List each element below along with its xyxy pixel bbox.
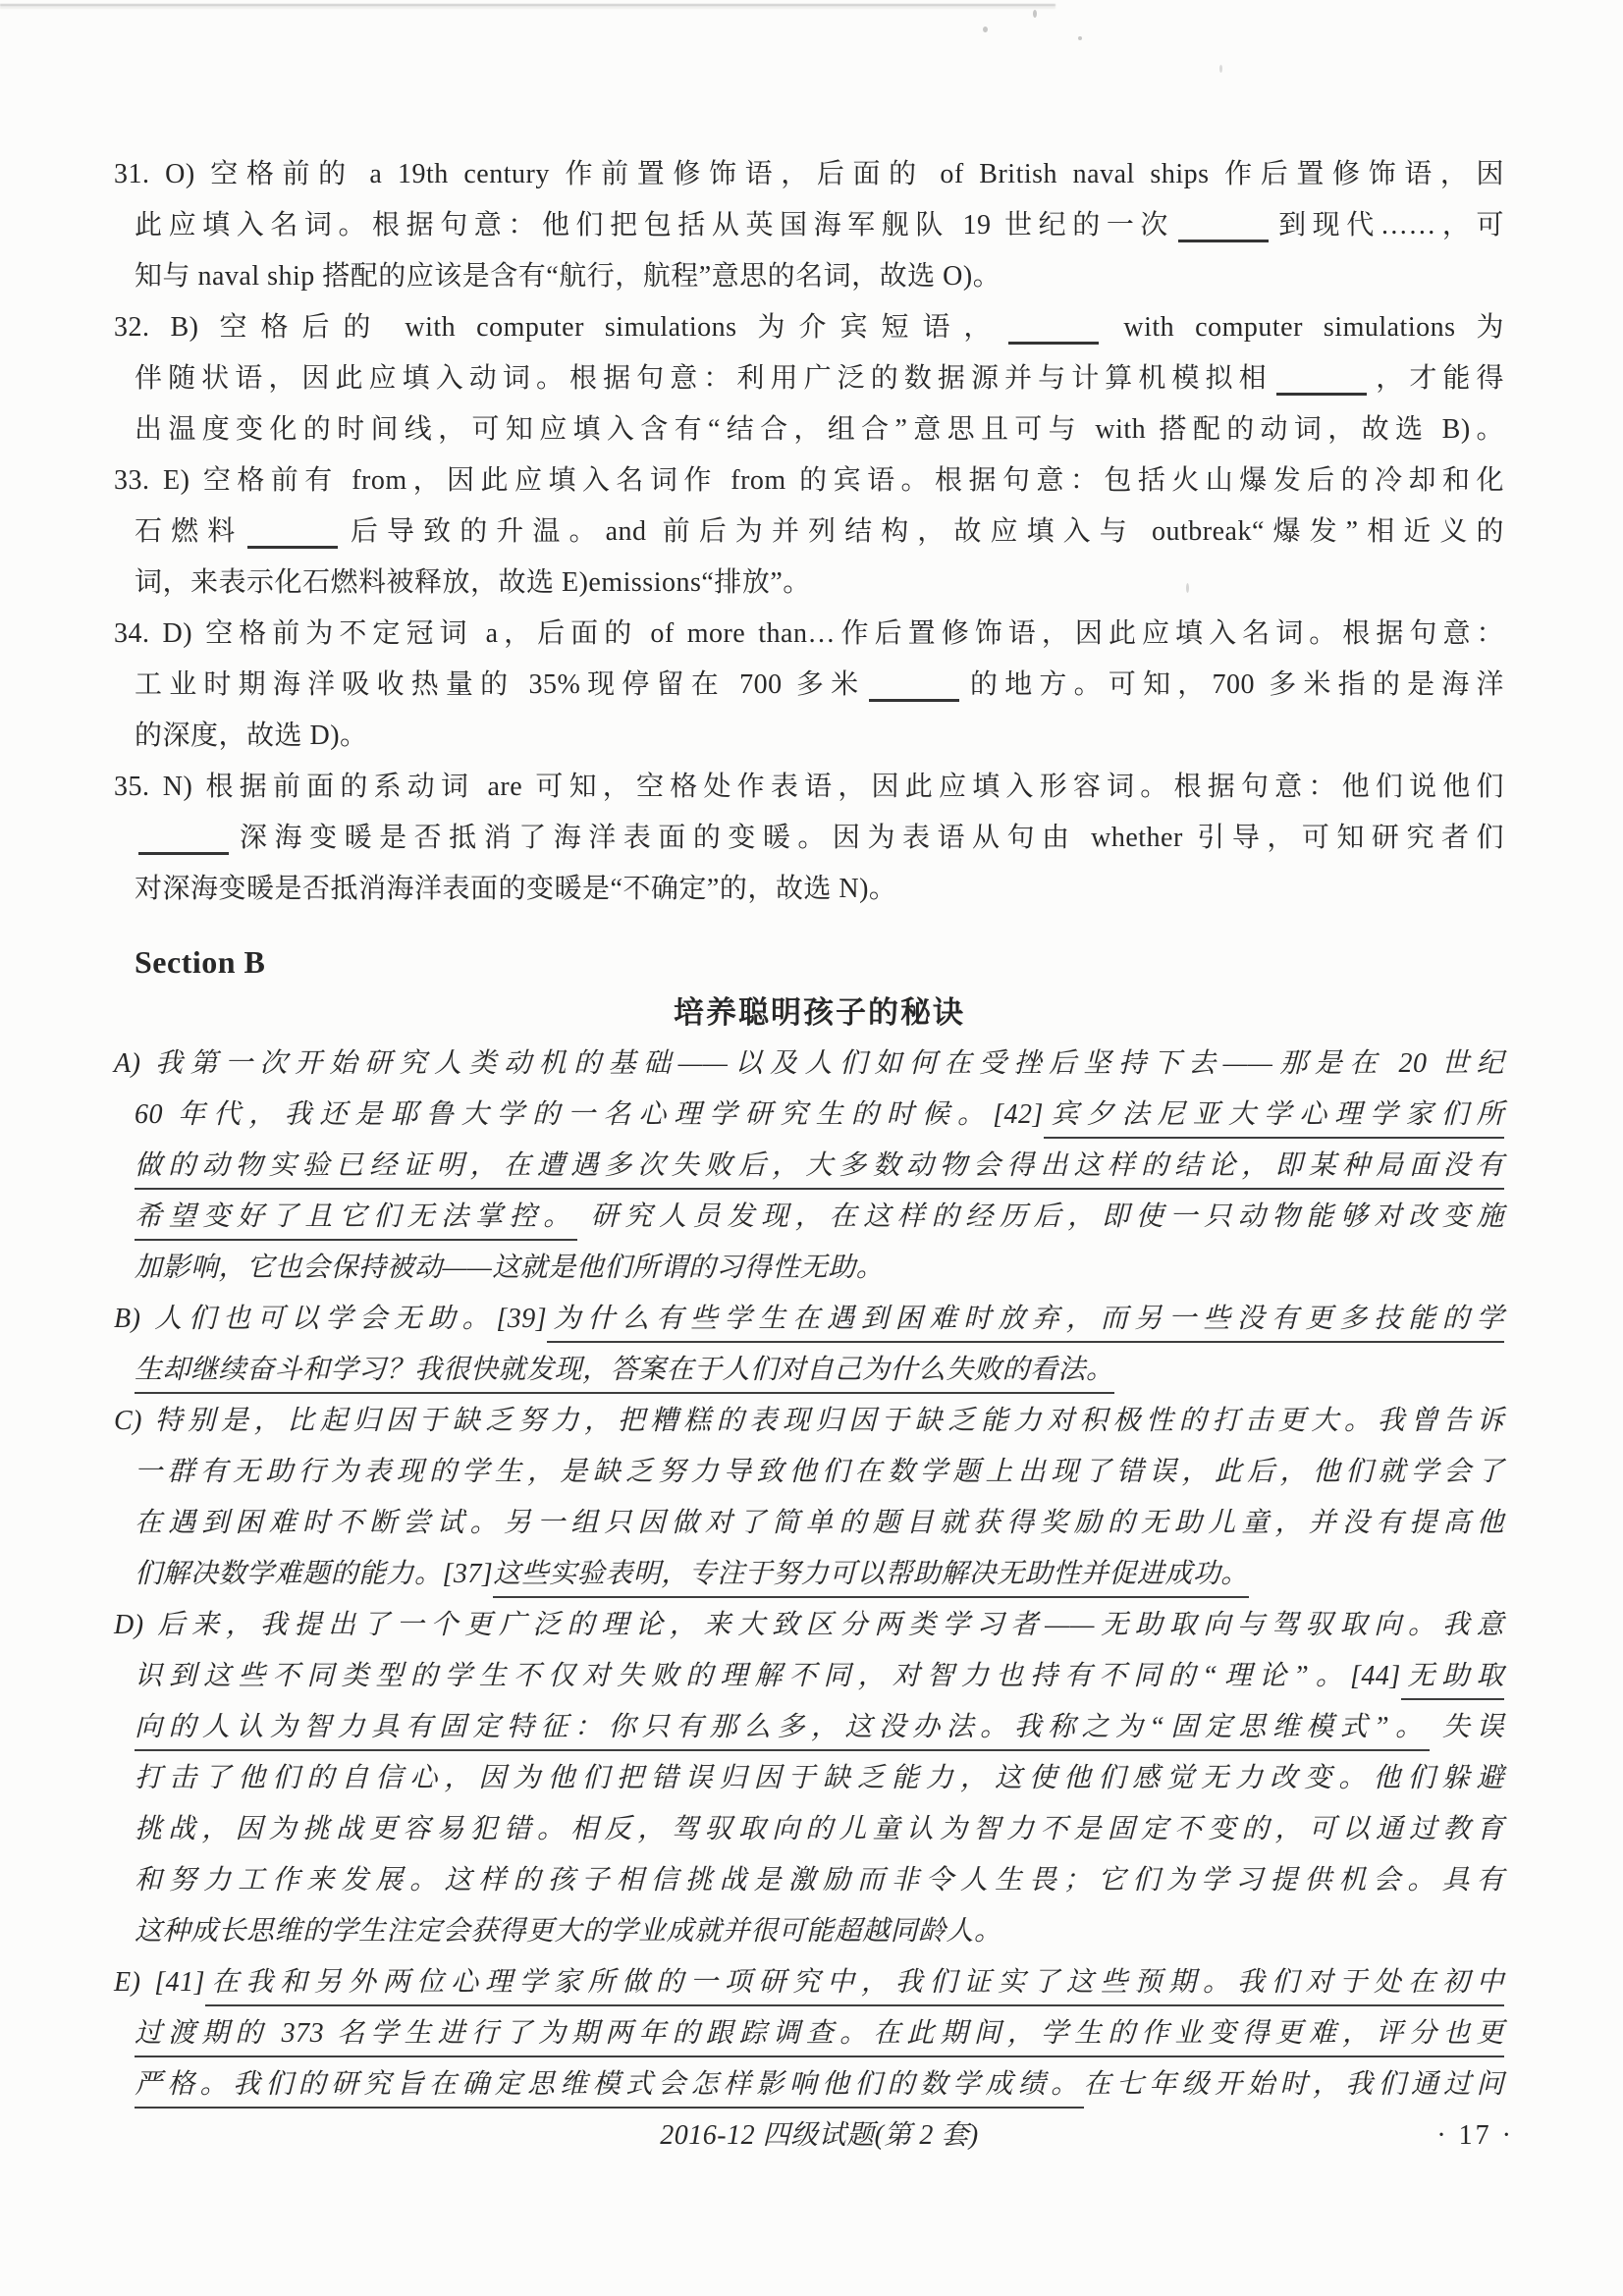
text-run: 32. B) 空格后的 with computer simulations 为介宾短语，	[114, 312, 1005, 343]
text-line	[114, 1039, 1504, 1090]
text-run: 打击了他们的自信心，因为他们把错误归因于缺乏能力，这使他们感觉无力改变。他们躲避	[135, 1763, 1504, 1793]
text-line	[135, 251, 1504, 302]
text-line	[135, 1753, 1504, 1804]
text-line	[114, 1957, 1504, 2008]
text-line	[114, 1600, 1504, 1651]
text-run: 深海变暖是否抵消了海洋表面的变暖。因为表语从句由 whether 引导，可知研究者们	[233, 823, 1504, 853]
paragraph-A	[114, 1039, 1504, 1294]
text-line	[114, 609, 1504, 660]
text-line	[135, 1906, 1504, 1957]
scan-edge-artifact	[0, 4, 1055, 13]
text-run: 研究人员发现，在这样的经历后，即使一只动物能够对改变施	[576, 1201, 1504, 1232]
item-31	[114, 149, 1504, 302]
blank-line	[869, 699, 959, 702]
paragraph-C	[114, 1396, 1504, 1600]
text-run: 词，来表示化石燃料被释放，故选 E)emissions“排放”。	[135, 567, 811, 598]
paragraph-B	[114, 1294, 1504, 1396]
text-run: 31. O) 空格前的 a 19th century 作前置修饰语，后面的 of British naval ships 作后置修饰语，因	[114, 159, 1504, 189]
text-run: 35. N) 根据前面的系动词 are 可知，空格处作表语，因此应填入形容词。根据句意：他们说他们	[114, 772, 1504, 802]
text-line	[135, 558, 1504, 609]
underlined-text: 为什么有些学生在遇到困难时放弃，而另一些没有更多技能的学	[547, 1304, 1504, 1343]
text-line	[135, 1549, 1504, 1600]
text-run: 60 年代，我还是耶鲁大学的一名心理学研究生的时候。[42]	[135, 1099, 1044, 1130]
text-run: D) 后来，我提出了一个更广泛的理论，来大致区分两类学习者——无助取向与驾驭取向。我意	[114, 1610, 1504, 1640]
section-b-heading: Section B	[135, 944, 266, 980]
scan-speck	[1078, 36, 1082, 40]
text-run: 挑战，因为挑战更容易犯错。相反，驾驭取向的儿童认为智力不是固定不变的，可以通过教育	[135, 1814, 1504, 1844]
text-run: 此应填入名词。根据句意：他们把包括从英国海军舰队 19 世纪的一次	[135, 210, 1174, 240]
text-line	[135, 1498, 1504, 1549]
text-run: 一群有无助行为表现的学生，是缺乏努力导致他们在数学题上出现了错误，此后，他们就学会了	[135, 1457, 1504, 1487]
text-run: 后导致的升温。and 前后为并列结构，故应填入与 outbreak“爆发”相近义的	[342, 516, 1504, 547]
text-line	[135, 1702, 1504, 1753]
text-line	[135, 1141, 1504, 1192]
blank-line	[138, 852, 229, 855]
text-line	[135, 1192, 1504, 1243]
text-run: 在七年级开始时，我们通过问	[1083, 2069, 1504, 2100]
blank-line	[1008, 342, 1099, 345]
text-line	[135, 2059, 1504, 2110]
paragraph-E	[114, 1957, 1504, 2110]
blank-line	[247, 546, 338, 549]
text-line	[135, 2008, 1504, 2059]
text-run: with computer simulations 为	[1103, 312, 1505, 343]
underlined-text: 宾夕法尼亚大学心理学家们所	[1044, 1099, 1504, 1139]
passage-title: 培养聪明孩子的秘诀	[674, 995, 965, 1030]
text-run: 识到这些不同类型的学生不仅对失败的理解不同，对智力也持有不同的“理论”。[44]	[135, 1661, 1401, 1691]
text-run: A) 我第一次开始研究人类动机的基础——以及人们如何在受挫后坚持下去——那是在 20 世纪	[114, 1048, 1504, 1079]
blank-line	[1276, 393, 1367, 396]
text-run: C) 特别是，比起归因于缺乏努力，把糟糕的表现归因于缺乏能力对积极性的打击更大。我曾告诉	[114, 1406, 1504, 1436]
text-run: 出温度变化的时间线，可知应填入含有“结合，组合”意思且可与 with 搭配的动词，故选 B)。	[135, 414, 1504, 445]
text-line	[114, 1396, 1504, 1447]
blank-line	[1178, 240, 1269, 242]
footer	[135, 2110, 1514, 2162]
text-line	[135, 813, 1504, 864]
underlined-text: 这些实验表明，专注于努力可以帮助解决无助性并促进成功。	[493, 1559, 1249, 1598]
text-run: 们解决数学难题的能力。[37]	[135, 1559, 494, 1589]
underlined-text: 在我和另外两位心理学家所做的一项研究中，我们证实了这些预期。我们对于处在初中	[205, 1967, 1504, 2006]
text-line	[114, 1294, 1504, 1345]
text-line	[135, 660, 1504, 711]
underlined-text: 希望变好了且它们无法掌控。	[135, 1201, 577, 1241]
text-run: B) 人们也可以学会无助。[39]	[114, 1304, 548, 1334]
text-line	[135, 1090, 1504, 1141]
text-run: 33. E) 空格前有 from，因此应填入名词作 from 的宾语。根据句意：包括火山爆发后的冷却和化	[114, 465, 1504, 496]
page-number: · 17 ·	[1436, 2120, 1514, 2151]
text-line	[135, 1447, 1504, 1498]
paragraph-D	[114, 1600, 1504, 1957]
text-line	[135, 1651, 1504, 1702]
item-32	[114, 302, 1505, 455]
page-content	[114, 149, 1514, 2162]
underlined-text: 做的动物实验已经证明，在遭遇多次失败后，大多数动物会得出这样的结论，即某种局面没有	[135, 1150, 1504, 1190]
text-line	[135, 1855, 1504, 1906]
answer-explanations	[114, 149, 1505, 915]
text-run: 知与 naval ship 搭配的应该是含有“航行，航程”意思的名词，故选 O)。	[135, 261, 1001, 292]
text-line	[135, 711, 1504, 762]
text-run: ，才能得	[1370, 363, 1504, 394]
text-run: 加影响，它也会保持被动——这就是他们所谓的习得性无助。	[135, 1253, 885, 1283]
text-run: E) [41]	[114, 1967, 206, 1998]
passage-translation	[114, 1039, 1504, 2110]
text-line	[114, 762, 1504, 813]
text-run: 的深度，故选 D)。	[135, 721, 368, 751]
underlined-text: 生却继续奋斗和学习？我很快就发现，答案在于人们对自己为什么失败的看法。	[135, 1355, 1114, 1394]
text-run: 的地方。可知，700 多米指的是海洋	[963, 669, 1504, 700]
text-line	[114, 302, 1505, 353]
text-line	[114, 149, 1504, 200]
text-run: 和努力工作来发展。这样的孩子相信挑战是激励而非令人生畏；它们为学习提供机会。具有	[135, 1865, 1504, 1896]
text-run: 失误	[1429, 1712, 1504, 1742]
item-34	[114, 609, 1504, 762]
underlined-text: 无助取	[1401, 1661, 1504, 1700]
scan-speck	[1219, 65, 1222, 73]
text-run: 到现代……，可	[1272, 210, 1504, 240]
underlined-text: 过渡期的 373 名学生进行了为期两年的跟踪调查。在此期间，学生的作业变得更难，评分也更	[135, 2018, 1504, 2057]
text-line	[135, 864, 1504, 915]
text-line	[114, 455, 1504, 507]
text-run: 在遇到困难时不断尝试。另一组只因做对了简单的题目就获得奖励的无助儿童，并没有提高他	[135, 1508, 1504, 1538]
text-line	[135, 404, 1504, 455]
text-line	[135, 1345, 1504, 1396]
item-35	[114, 762, 1504, 915]
text-run: 工业时期海洋吸收热量的 35%现停留在 700 多米	[135, 669, 866, 700]
text-line	[135, 1243, 1504, 1294]
text-run: 伴随状语，因此应填入动词。根据句意：利用广泛的数据源并与计算机模拟相	[135, 363, 1272, 394]
text-line	[135, 353, 1504, 404]
text-run: 34. D) 空格前为不定冠词 a，后面的 of more than…作后置修饰语，因此应填入名词。根据句意：	[114, 618, 1504, 649]
scan-speck	[983, 27, 988, 32]
text-run: 这种成长思维的学生注定会获得更大的学业成就并很可能超越同龄人。	[135, 1916, 1002, 1947]
text-line	[135, 200, 1504, 251]
item-33	[114, 455, 1504, 609]
text-line	[135, 507, 1504, 558]
scan-speck	[1033, 10, 1037, 18]
underlined-text: 严格。我们的研究旨在确定思维模式会怎样影响他们的数学成绩。	[135, 2069, 1084, 2109]
text-line	[135, 1804, 1504, 1855]
text-run: 石燃料	[135, 516, 244, 547]
footer-source: 2016-12 四级试题(第 2 套)	[660, 2120, 979, 2151]
underlined-text: 向的人认为智力具有固定特征：你只有那么多，这没办法。我称之为“固定思维模式”。	[135, 1712, 1430, 1751]
text-run: 对深海变暖是否抵消海洋表面的变暖是“不确定”的，故选 N)。	[135, 874, 897, 904]
